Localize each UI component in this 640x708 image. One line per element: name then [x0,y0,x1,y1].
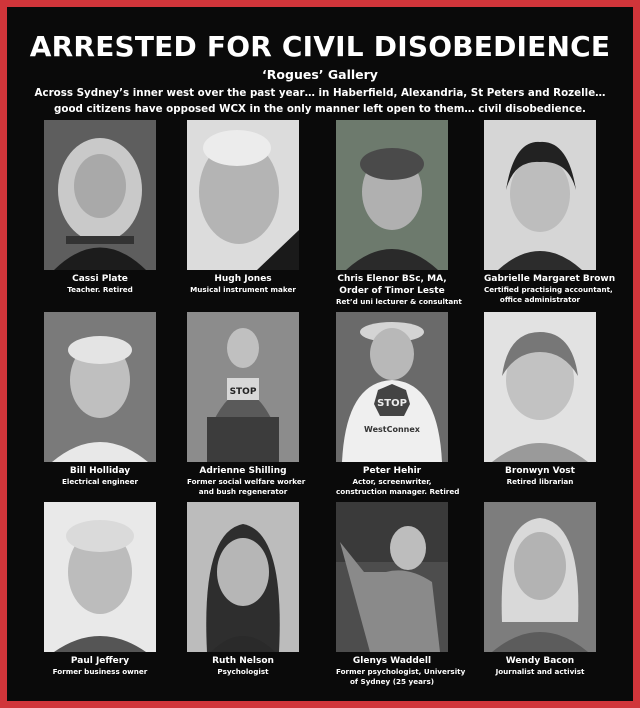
portrait-image [44,120,156,270]
portrait-image [187,502,299,652]
person-name: Paul Jeffery [70,656,130,666]
person-role: Electrical engineer [61,477,139,486]
person-role: Former social welfare worker [187,477,306,486]
portrait-image [336,502,448,652]
person-role: Ret’d uni lecturer & consultant [336,297,462,306]
page-title: ARRESTED FOR CIVIL DISOBEDIENCE [29,30,611,63]
person-name: Wendy Bacon [505,656,575,666]
person-name: Ruth Nelson [212,656,274,666]
portrait-photo [336,312,448,462]
stop-sign-text: STOP [377,398,407,409]
person-name: Bill Holliday [69,466,131,476]
portrait-photo [484,312,596,462]
person-role: Musical instrument maker [190,285,296,294]
poster-frame [7,7,633,701]
portrait-card-bronwyn-vost [484,312,596,487]
portrait-photo [187,502,299,652]
person-name: Glenys Waddell [352,656,432,666]
portrait-card-hugh-jones [187,120,299,295]
person-role: Former business owner [52,667,148,676]
portrait-image [484,502,596,652]
shirt-text: WestConnex [364,425,420,434]
portrait-image [187,312,299,462]
intro-line-1: Across Sydney’s inner west over the past year… in Haberfield, Alexandria, St Peters and Rozelle… [34,87,606,99]
portrait-image [336,312,448,462]
portrait-image [44,502,156,652]
portrait-photo [44,502,156,652]
person-role: Psychologist [217,667,269,676]
portrait-photo [187,120,299,270]
portrait-image [484,312,596,462]
person-name-line2: Order of Timor Leste [339,286,445,296]
portrait-card-gabrielle-brown [484,120,616,305]
person-role: Former psychologist, University [336,667,466,676]
portrait-photo [484,120,596,270]
person-role-line2: and bush regenerator [198,487,288,496]
person-name: Bronwyn Vost [505,466,575,476]
person-role: Actor, screenwriter, [352,477,432,486]
portrait-image [336,120,448,270]
person-name: Chris Elenor BSc, MA, [337,274,447,284]
portrait-photo [187,312,299,462]
stop-sign-text: STOP [229,387,257,397]
intro-line-2: good citizens have opposed WCX in the only manner left open to them… civil disobedience. [54,103,586,115]
portrait-card-bill-holliday [44,312,156,487]
person-name: Peter Hehir [362,466,422,476]
person-name: Cassi Plate [72,274,128,284]
portrait-photo [44,312,156,462]
portrait-image [44,312,156,462]
portrait-photo [336,120,448,270]
person-role: Retired librarian [506,477,574,486]
person-role-line2: of Sydney (25 years) [349,677,435,686]
portrait-image [187,120,299,270]
portrait-card-wendy-bacon [484,502,596,677]
portrait-image [484,120,596,270]
portrait-photo [484,502,596,652]
person-role-line2: office administrator [499,295,581,304]
portrait-card-paul-jeffery [44,502,156,677]
person-role: Teacher. Retired [67,285,133,294]
portrait-card-peter-hehir [336,312,460,497]
person-role: Certified practising accountant, [484,285,613,294]
portrait-card-cassi-plate [44,120,156,295]
portrait-card-adrienne-shilling [187,312,306,497]
person-name: Gabrielle Margaret Brown [484,274,616,284]
portrait-card-ruth-nelson [187,502,299,677]
person-role: Journalist and activist [495,667,585,676]
person-name: Hugh Jones [214,274,272,284]
portrait-photo [336,502,448,652]
page-subtitle: ‘Rogues’ Gallery [262,67,378,82]
person-name: Adrienne Shilling [199,466,287,476]
portrait-card-glenys-waddell [336,502,466,687]
intro-text [7,85,633,117]
portrait-photo [44,120,156,270]
person-role-line2: construction manager. Retired [336,487,460,496]
portrait-card-chris-elenor [336,120,462,307]
